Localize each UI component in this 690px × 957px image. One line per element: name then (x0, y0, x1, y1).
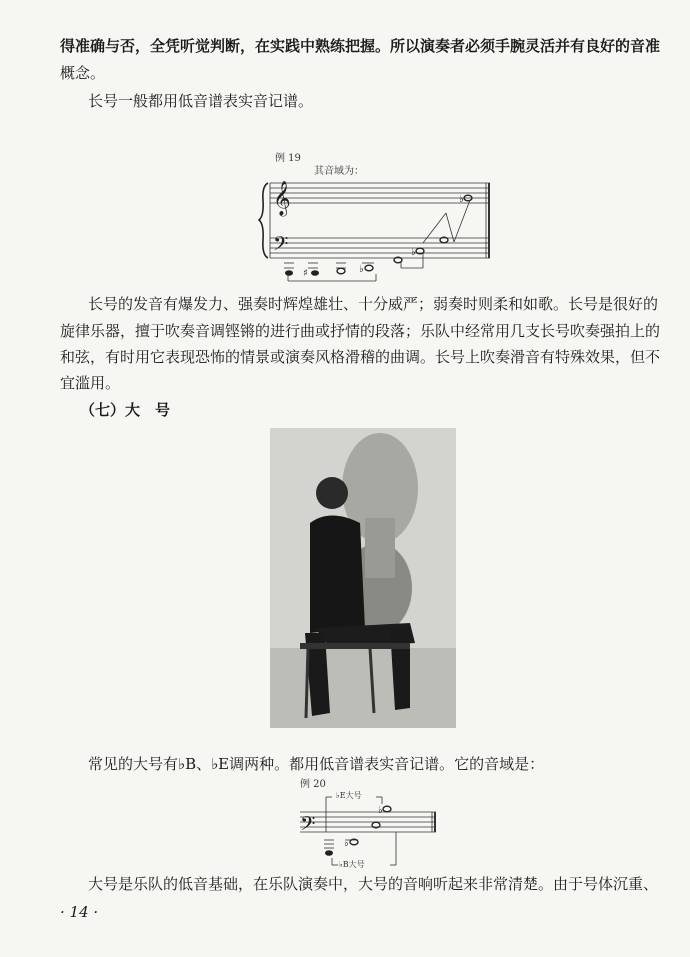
svg-text:♭: ♭ (411, 247, 416, 258)
example20-score (296, 792, 446, 872)
svg-text:♯: ♯ (303, 268, 308, 279)
svg-text:𝄢: 𝄢 (300, 812, 316, 840)
paragraph3-line2: 旋律乐器，擅于吹奏音调铿锵的进行曲或抒情的段落；乐队中经常用几支长号吹奏强拍上的 (60, 322, 661, 340)
example19-caption: 其音域为： (314, 166, 364, 177)
brace-icon (259, 183, 268, 258)
paragraph3-line4: 宜滥用。 (60, 374, 121, 392)
paragraph3-line3: 和弦，有时用它表现恐怖的情景或演奏风格滑稽的曲调。长号上吹奏滑音有特殊效果，但不 (60, 348, 661, 366)
svg-text:♭: ♭ (459, 194, 464, 205)
svg-text:𝄢: 𝄢 (273, 232, 289, 260)
paragraph3-line1: 长号的发音有爆发力、强奏时辉煌雄壮、十分威严；弱奏时则柔和如歌。长号是很好的 (88, 295, 659, 313)
section-heading: （七）大 号 (80, 401, 171, 419)
paragraph5: 大号是乐队的低音基础，在乐队演奏中，大号的音响听起来非常清楚。由于号体沉重、 (88, 875, 659, 893)
svg-text:♭: ♭ (359, 264, 364, 275)
paragraph1-line2: 概念。 (60, 64, 106, 82)
eb-tuba-label: ♭E大号 (336, 791, 362, 800)
paragraph1-line1: 得准确与否，全凭听觉判断，在实践中熟练把握。所以演奏者必须手腕灵活并有良好的音准 (60, 37, 661, 55)
svg-text:♭: ♭ (378, 805, 383, 816)
paragraph2: 长号一般都用低音谱表实音记谱。 (88, 92, 314, 110)
page-number: · 14 · (60, 903, 99, 921)
example20-label: 例 20 (300, 779, 326, 790)
bb-tuba-label: ♭B大号 (339, 860, 365, 869)
svg-text:𝄞: 𝄞 (273, 181, 291, 216)
example19-label: 例 19 (275, 153, 301, 164)
tuba-player-photo (270, 428, 456, 728)
svg-text:♭: ♭ (344, 838, 349, 849)
example19-score (258, 178, 498, 288)
paragraph4: 常见的大号有♭B、♭E调两种。都用低音谱表实音记谱。它的音域是： (88, 755, 545, 773)
